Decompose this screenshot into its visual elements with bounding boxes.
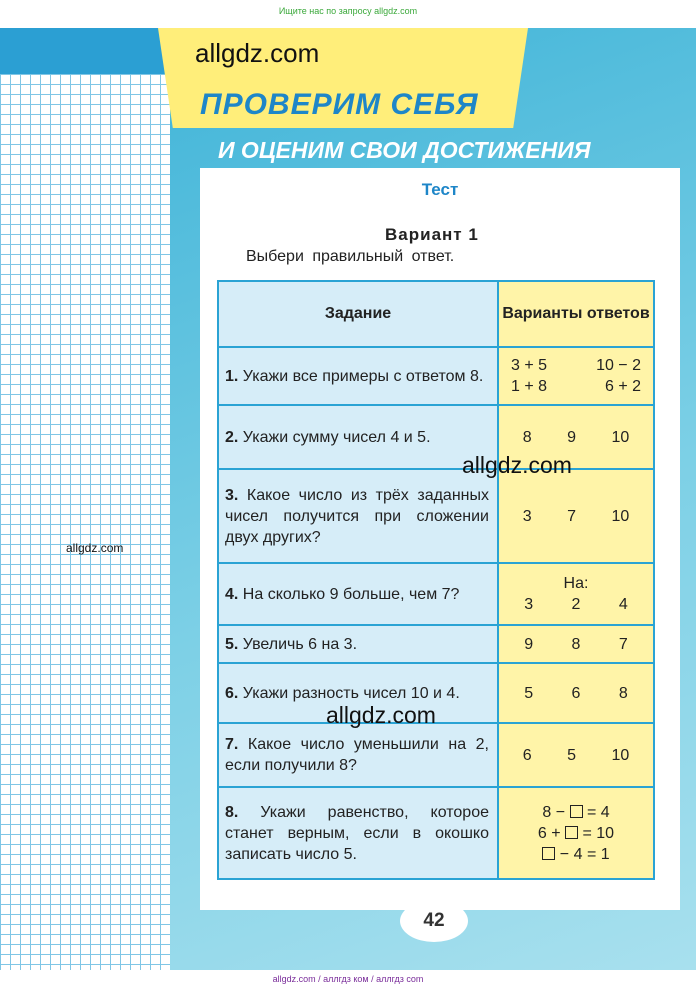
task-text: На сколько 9 больше, чем 7?: [242, 585, 460, 603]
task-text: Укажи сумму чисел 4 и 5.: [242, 428, 431, 446]
equation-part: = 10: [578, 824, 615, 842]
answer-option[interactable]: [505, 823, 647, 844]
answers-cell: [498, 663, 654, 723]
blank-box: [542, 847, 555, 860]
answers-cell: [498, 469, 654, 563]
task-text: Какое число уменьшили на 2, если получили 8?: [225, 736, 489, 774]
page-number: 42: [400, 900, 468, 942]
answers-cell: [498, 625, 654, 663]
answer-option[interactable]: 3: [522, 507, 532, 525]
answers-cell: [498, 347, 654, 405]
grid-paper: [0, 74, 182, 970]
task-number: 5.: [225, 635, 239, 653]
answer-option[interactable]: 1 + 8: [511, 378, 548, 395]
answer-option[interactable]: 10: [611, 507, 630, 525]
answer-option[interactable]: 6 + 2: [604, 378, 641, 395]
task-cell: [218, 625, 498, 663]
test-table: [217, 280, 655, 880]
task-number: 8.: [225, 803, 239, 821]
task-cell: [218, 469, 498, 563]
answer-option[interactable]: 2: [571, 596, 581, 613]
answer-option[interactable]: 5: [567, 746, 576, 764]
task-number: 2.: [225, 428, 239, 446]
blank-box: [565, 826, 578, 839]
blank-box: [570, 805, 583, 818]
equation-part: = 4: [582, 803, 610, 821]
answer-option[interactable]: 8: [571, 635, 581, 653]
answer-option[interactable]: 8: [618, 684, 628, 702]
header-answers: Варианты ответов: [498, 281, 654, 347]
table-row: [218, 787, 654, 879]
table-row: [218, 663, 654, 723]
bottom-note: allgdz.com / аллгдз ком / аллгдз com: [272, 974, 424, 984]
answer-option[interactable]: 7: [618, 635, 628, 653]
equation-part: 6 +: [537, 824, 566, 842]
table-row: [218, 405, 654, 469]
task-cell: [218, 563, 498, 625]
task-cell: [218, 347, 498, 405]
left-blue-bar: [0, 28, 180, 74]
answer-option[interactable]: 10: [611, 746, 630, 764]
task-number: 1.: [225, 367, 239, 385]
task-cell: [218, 723, 498, 787]
watermark: allgdz.com: [326, 702, 436, 728]
answer-option[interactable]: 8: [522, 428, 532, 446]
answer-option[interactable]: 9: [567, 428, 576, 446]
answers-cell: [498, 787, 654, 879]
answer-prefix: На:: [563, 575, 589, 592]
answer-option[interactable]: 3 + 5: [511, 357, 548, 374]
answer-option[interactable]: 3: [524, 596, 534, 613]
answer-option[interactable]: [505, 844, 647, 865]
variant-title: Вариант 1: [385, 225, 479, 244]
task-text: Какое число из трёх заданных чисел получится при сложении двух других?: [225, 486, 489, 546]
task-text: Укажи разность чисел 10 и 4.: [242, 684, 460, 702]
table-row: [218, 563, 654, 625]
answer-option[interactable]: 10 − 2: [596, 357, 641, 374]
top-note: Ищите нас по запросу allgdz.com: [278, 6, 418, 16]
task-number: 7.: [225, 736, 239, 753]
answer-option[interactable]: [505, 802, 647, 823]
answers-cell: [498, 563, 654, 625]
table-row: [218, 625, 654, 663]
task-number: 3.: [225, 486, 239, 504]
task-number: 4.: [225, 585, 239, 603]
task-text: Увеличь 6 на 3.: [242, 635, 358, 653]
answer-option[interactable]: 6: [571, 684, 581, 702]
answer-option[interactable]: 10: [611, 428, 630, 446]
table-row: [218, 347, 654, 405]
page-subheading: И ОЦЕНИМ СВОИ ДОСТИЖЕНИЯ: [218, 137, 591, 163]
equation-part: − 4 = 1: [555, 845, 610, 863]
task-text: Укажи все примеры с ответом 8.: [242, 367, 484, 385]
task-cell: [218, 787, 498, 879]
test-title: Тест: [421, 180, 459, 199]
watermark: allgdz.com: [462, 452, 572, 478]
task-number: 6.: [225, 684, 239, 702]
table-row: [218, 723, 654, 787]
answer-option[interactable]: 4: [618, 596, 628, 613]
site-watermark: allgdz.com: [195, 38, 320, 68]
answer-option[interactable]: 6: [522, 746, 532, 764]
task-text: Укажи равенство, которое станет верным, если в окошко записать число 5.: [225, 803, 489, 863]
answer-option[interactable]: 5: [524, 684, 534, 702]
page-heading: ПРОВЕРИМ СЕБЯ: [200, 88, 479, 121]
answers-cell: [498, 723, 654, 787]
watermark: allgdz.com: [66, 541, 124, 555]
answer-option[interactable]: 7: [567, 507, 576, 525]
table-header-row: [218, 281, 654, 347]
instruction: Выбери правильный ответ.: [246, 248, 455, 265]
answer-option[interactable]: 9: [524, 635, 534, 653]
equation-part: 8 −: [542, 803, 570, 821]
header-task: Задание: [218, 281, 498, 347]
table-row: [218, 469, 654, 563]
task-cell: [218, 405, 498, 469]
